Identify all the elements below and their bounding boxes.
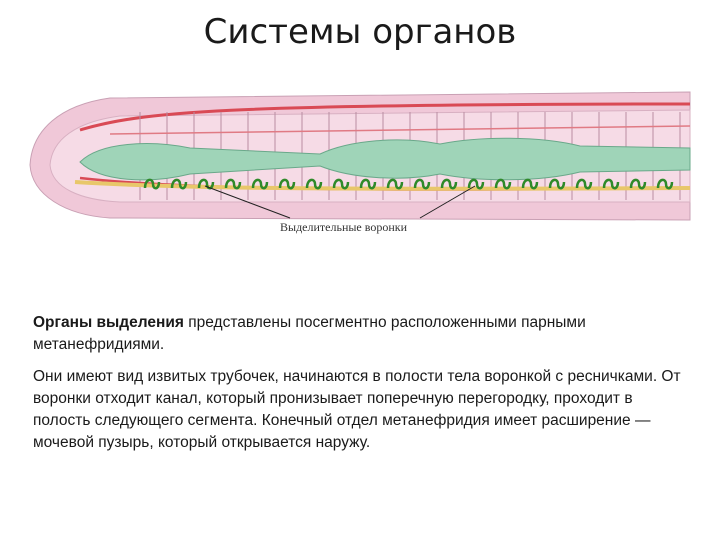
- paragraph-1: [33, 312, 693, 356]
- slide-title: Системы органов: [203, 12, 517, 52]
- figure-caption: Выделительные воронки: [280, 220, 408, 234]
- earthworm-diagram: [20, 70, 700, 240]
- paragraph-1-bold: Органы выделения: [33, 314, 184, 331]
- paragraph-1-rest: представлены посегментно расположенными парными метанефридиями.: [33, 314, 586, 353]
- paragraph-2: Они имеют вид извитых трубочек, начинаются в полости тела воронкой с ресничками. От воронки отходит канал, который пронизывает поперечную перегородку, проходит в полость следующего сегмента. Конечный отдел метанефридия имеет расширение — мочевой пузырь, который открывается наружу.: [33, 368, 681, 451]
- body-text: [33, 312, 693, 464]
